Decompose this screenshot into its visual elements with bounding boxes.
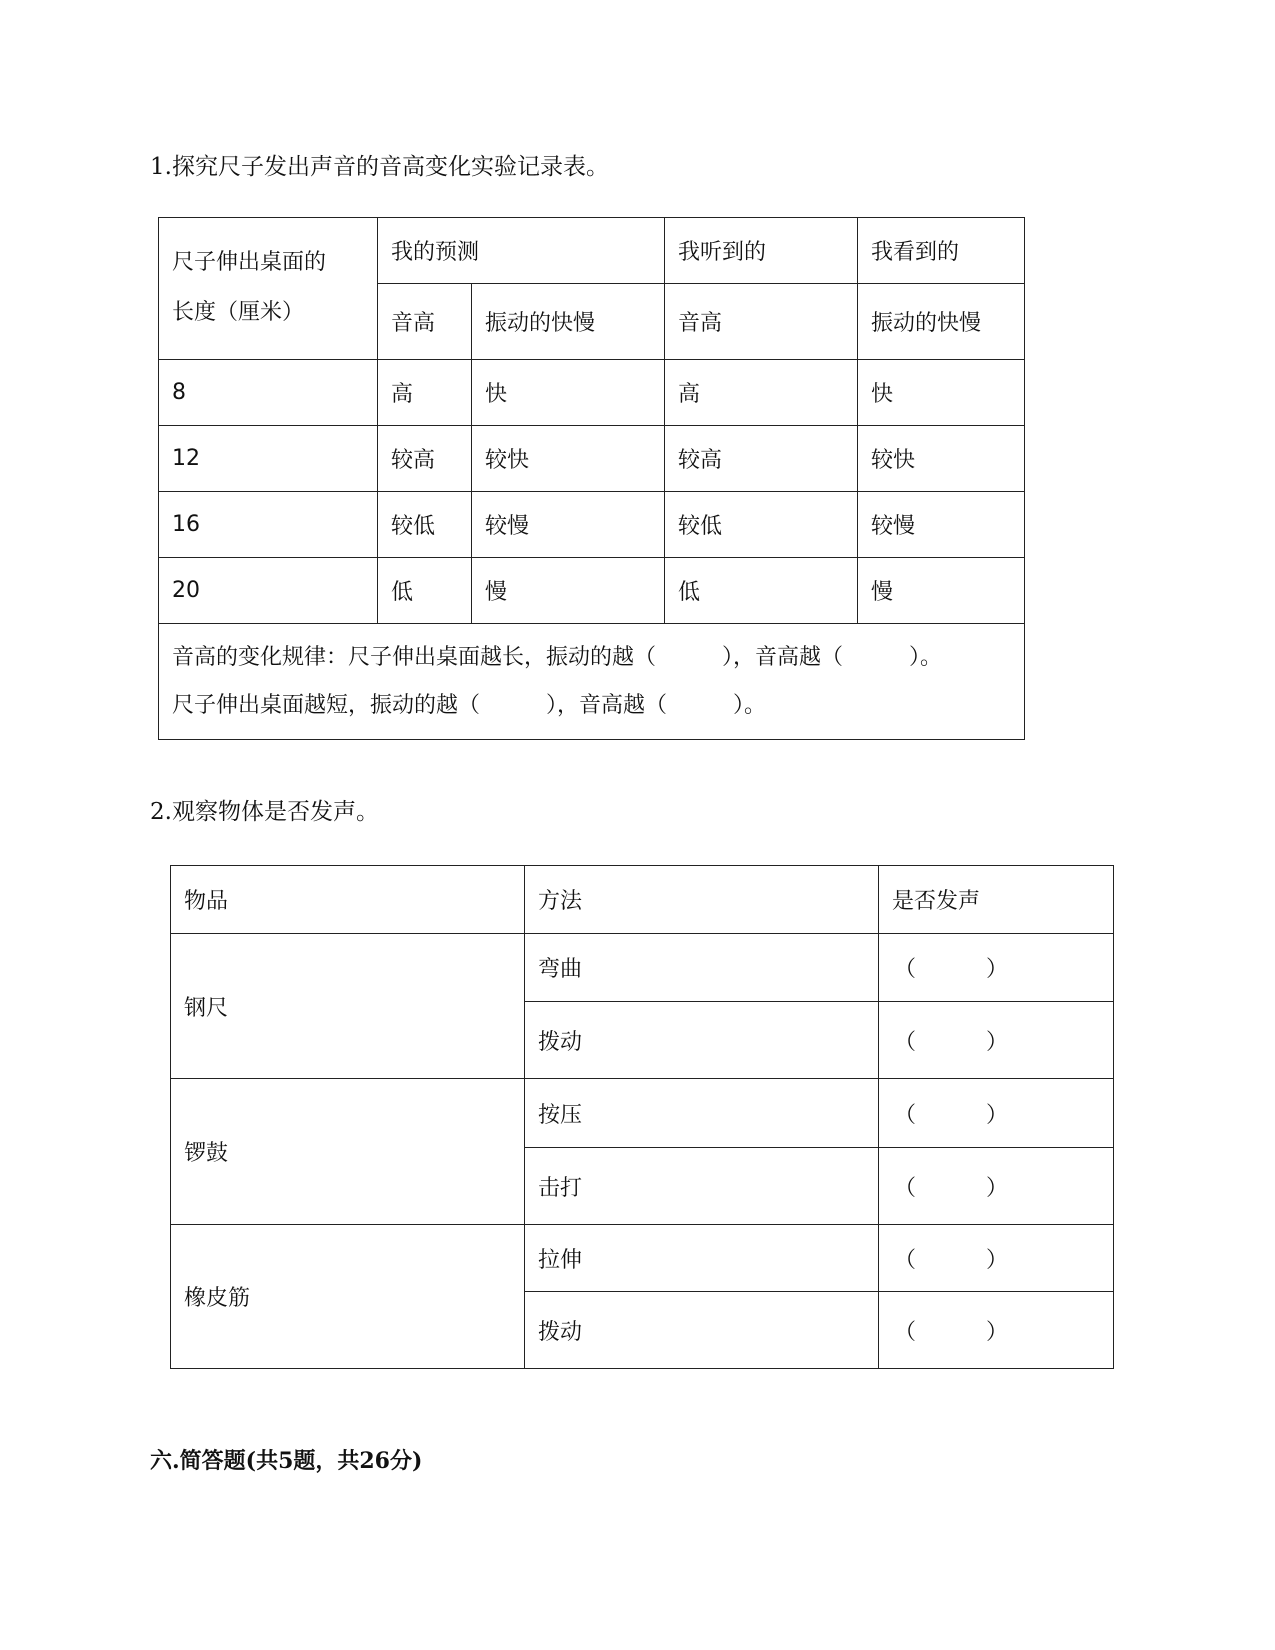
- cell-method: 拨动: [525, 1292, 879, 1369]
- cell-pred-pitch: 较低: [378, 492, 472, 558]
- subheader-heard-pitch: 音高: [665, 284, 858, 360]
- pitch-experiment-table: [158, 217, 1025, 740]
- pitch-pattern-line-1: 音高的变化规律：尺子伸出桌面越长，振动的越（ ），音高越（ ）。: [172, 644, 943, 670]
- cell-heard-pitch: 较高: [665, 426, 858, 492]
- paren-close: ）: [986, 957, 1009, 982]
- cell-length: 16: [159, 492, 378, 558]
- paren-close: ）: [986, 1319, 1009, 1345]
- cell-length: 20: [159, 558, 378, 624]
- header-makes-sound: 是否发声: [879, 866, 1114, 934]
- cell-pred-pitch: 高: [378, 360, 472, 426]
- cell-saw-speed: 较快: [858, 426, 1025, 492]
- table-row: [171, 934, 1114, 1002]
- paren-close: ）: [986, 1175, 1009, 1201]
- paren-open: （: [894, 1029, 917, 1055]
- cell-item: 锣鼓: [171, 1079, 525, 1225]
- cell-method: 弯曲: [525, 934, 879, 1002]
- answer-blank[interactable]: [879, 934, 1114, 1002]
- cell-method: 拉伸: [525, 1225, 879, 1292]
- paren-open: （: [894, 1319, 917, 1345]
- table-row: [159, 492, 1025, 558]
- cell-heard-pitch: 较低: [665, 492, 858, 558]
- subheader-predict-pitch: 音高: [378, 284, 472, 360]
- cell-method: 击打: [525, 1148, 879, 1225]
- cell-pred-speed: 较快: [472, 426, 665, 492]
- question-1-title: 1.探究尺子发出声音的音高变化实验记录表。: [150, 154, 609, 180]
- answer-blank[interactable]: [879, 1079, 1114, 1148]
- cell-length: 8: [159, 360, 378, 426]
- cell-heard-pitch: 低: [665, 558, 858, 624]
- answer-blank[interactable]: [879, 1225, 1114, 1292]
- cell-method: 按压: [525, 1079, 879, 1148]
- cell-item: 钢尺: [171, 934, 525, 1079]
- pitch-pattern-line-2: 尺子伸出桌面越短，振动的越（ ），音高越（ ）。: [172, 692, 767, 718]
- cell-method: 拨动: [525, 1002, 879, 1079]
- cell-saw-speed: 慢: [858, 558, 1025, 624]
- table-row: [171, 1079, 1114, 1148]
- cell-pred-pitch: 较高: [378, 426, 472, 492]
- question-2-title: 2.观察物体是否发声。: [150, 799, 379, 825]
- answer-blank[interactable]: [879, 1292, 1114, 1369]
- cell-saw-speed: 快: [858, 360, 1025, 426]
- table-row: [159, 558, 1025, 624]
- paren-open: （: [894, 957, 917, 982]
- table-row: [171, 1225, 1114, 1292]
- paren-close: ）: [986, 1102, 1009, 1128]
- header-length: [159, 218, 378, 360]
- header-method: 方法: [525, 866, 879, 934]
- header-item: 物品: [171, 866, 525, 934]
- cell-pred-speed: 慢: [472, 558, 665, 624]
- subheader-saw-speed: 振动的快慢: [858, 284, 1025, 360]
- header-my-prediction: 我的预测: [378, 218, 665, 284]
- paren-open: （: [894, 1247, 917, 1273]
- cell-item: 橡皮筋: [171, 1225, 525, 1369]
- header-length-line1: 尺子伸出桌面的: [172, 250, 327, 275]
- cell-pred-pitch: 低: [378, 558, 472, 624]
- section-6-title: 六.简答题(共5题，共26分): [150, 1448, 423, 1474]
- header-what-i-heard: 我听到的: [665, 218, 858, 284]
- table-row: [159, 360, 1025, 426]
- cell-heard-pitch: 高: [665, 360, 858, 426]
- paren-open: （: [894, 1102, 917, 1128]
- subheader-predict-speed: 振动的快慢: [472, 284, 665, 360]
- cell-length: 12: [159, 426, 378, 492]
- pitch-pattern-cell: [159, 624, 1025, 740]
- table-row: [159, 426, 1025, 492]
- answer-blank[interactable]: [879, 1148, 1114, 1225]
- cell-saw-speed: 较慢: [858, 492, 1025, 558]
- header-what-i-saw: 我看到的: [858, 218, 1025, 284]
- cell-pred-speed: 快: [472, 360, 665, 426]
- paren-close: ）: [986, 1029, 1009, 1055]
- answer-blank[interactable]: [879, 1002, 1114, 1079]
- paren-open: （: [894, 1175, 917, 1201]
- sound-observation-table: [170, 865, 1114, 1369]
- cell-pred-speed: 较慢: [472, 492, 665, 558]
- paren-close: ）: [986, 1247, 1009, 1273]
- header-length-line2: 长度（厘米）: [172, 300, 305, 325]
